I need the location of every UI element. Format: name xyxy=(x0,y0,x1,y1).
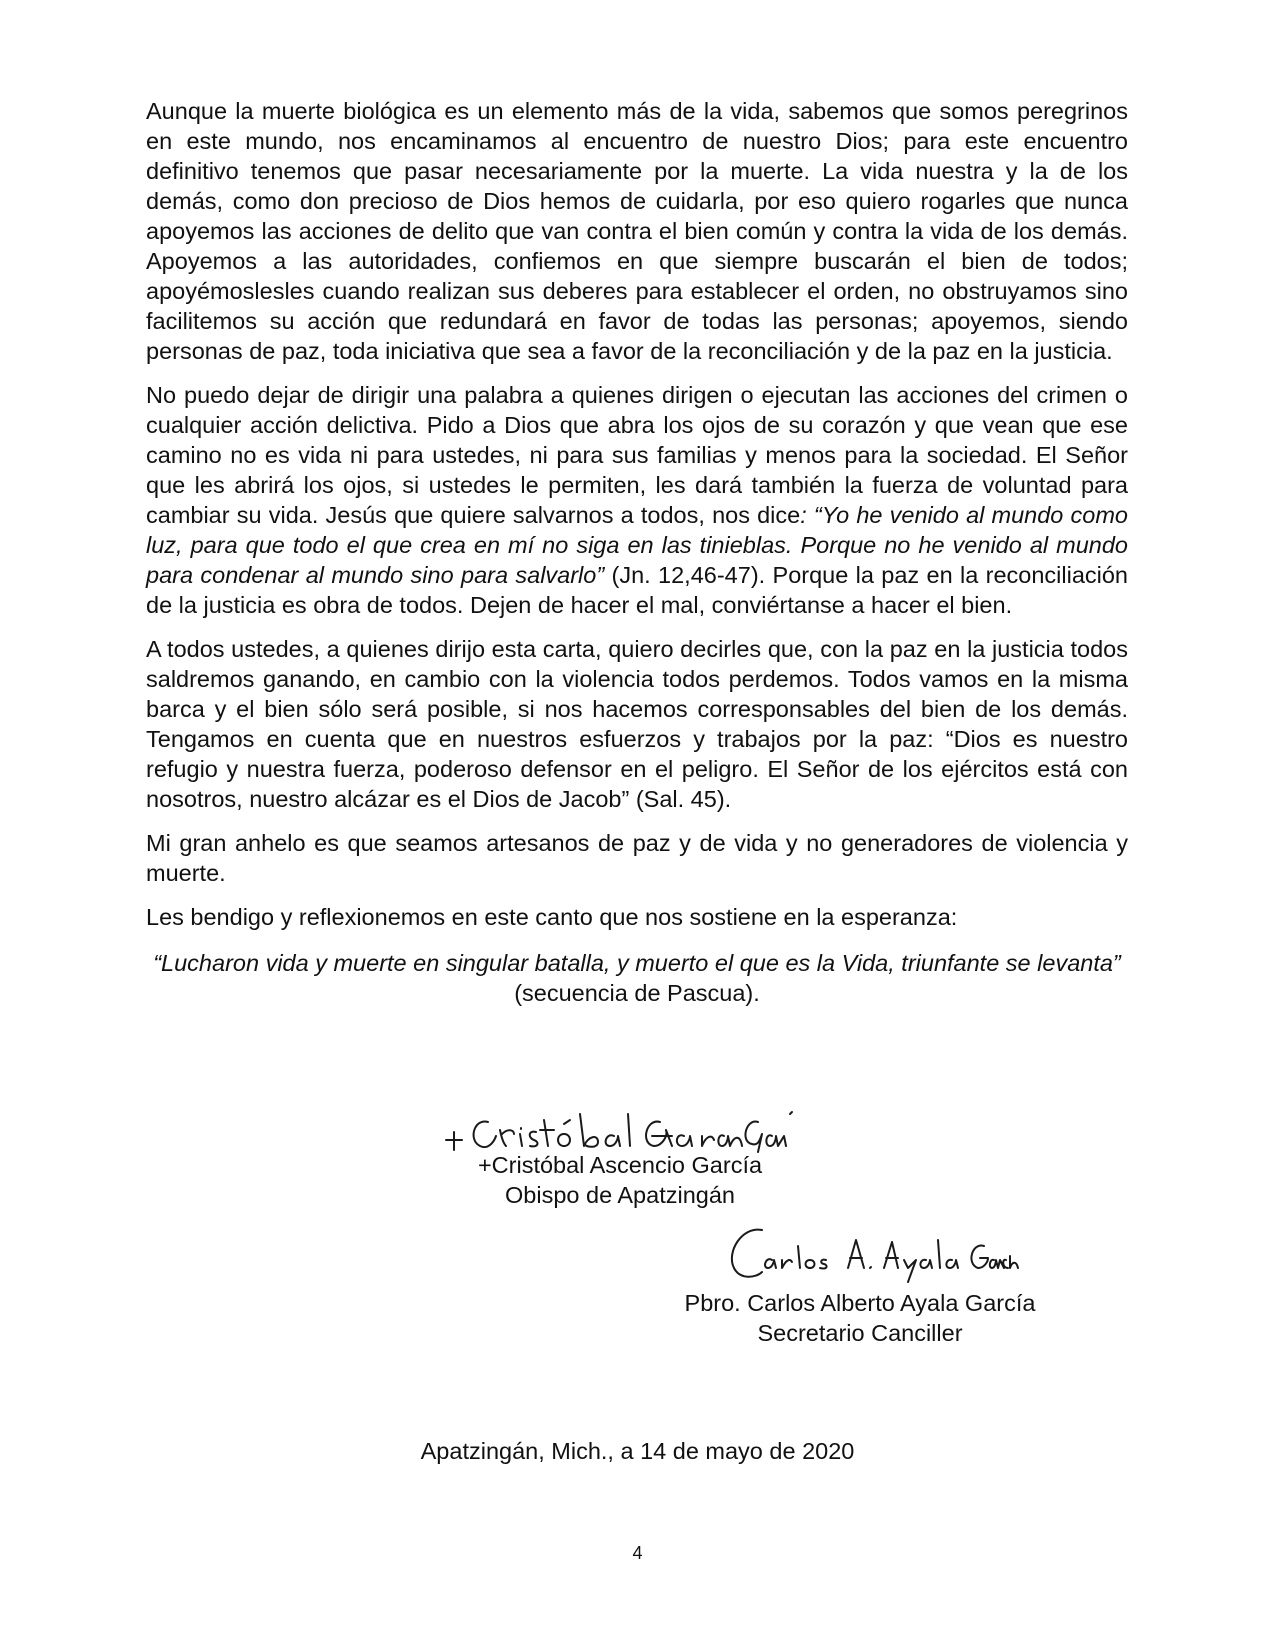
paragraph-2-end: (Jn. 12,46-47). Porque la paz en la reconciliación de la justicia es obra de todos. Dejen de hacer el mal, conviértanse a hacer el bien. xyxy=(146,562,1128,618)
bishop-signature-block xyxy=(420,1150,820,1210)
secretary-signature-block xyxy=(660,1288,1060,1348)
date-line: Apatzingán, Mich., a 14 de mayo de 2020 xyxy=(420,1438,855,1464)
paragraph-2 xyxy=(146,380,1128,620)
paragraph-3: A todos ustedes, a quienes dirijo esta carta, quiero decirles que, con la paz en la justicia todos saldremos ganando, en cambio con la violencia todos perdemos. Todos vamos en la misma barca y el bien sólo será posible, si nos hacemos corresponsables del bien de los demás. Tengamos en cuenta que en nuestros esfuerzos y trabajos por la paz: “Dios es nuestro refugio y nuestra fuerza, poderoso defensor en el peligro. El Señor de los ejércitos está con nosotros, nuestro alcázar es el Dios de Jacob” (Sal. 45). xyxy=(146,636,1128,812)
secretary-signature xyxy=(722,1222,1022,1288)
secretary-title: Secretario Canciller xyxy=(757,1320,963,1346)
bishop-name: +Cristóbal Ascencio García xyxy=(477,1152,763,1178)
letter-body xyxy=(146,96,1128,1008)
bishop-title: Obispo de Apatzingán xyxy=(505,1182,735,1208)
paragraph-2-start: No puedo dejar de dirigir una palabra a quienes dirigen o ejecutan las acciones del crimen o cualquier acción delictiva. Pido a Dios que abra los ojos de su corazón y que vean que ese camino no es vida ni para ustedes, ni para sus familias y menos para la sociedad. El Señor que les abrirá los ojos, si ustedes le permiten, les dará también la fuerza de voluntad para cambiar su vida. Jesús que quiere salvarnos a todos, nos dice xyxy=(146,382,1128,528)
paragraph-4: Mi gran anhelo es que seamos artesanos de paz y de vida y no generadores de violencia y muerte. xyxy=(146,830,1128,886)
page-number: 4 xyxy=(632,1543,643,1563)
closing-quote-text: “Lucharon vida y muerte en singular batalla, y muerto el que es la Vida, triunfante se levanta” xyxy=(153,950,1121,976)
paragraph-1: Aunque la muerte biológica es un elemento más de la vida, sabemos que somos peregrinos en este mundo, nos encaminamos al encuentro de nuestro Dios; para este encuentro definitivo tenemos que pasar necesariamente por la muerte. La vida nuestra y la de los demás, como don precioso de Dios hemos de cuidarla, por eso quiero rogarles que nunca apoyemos las acciones de delito que van contra el bien común y contra la vida de los demás. Apoyemos a las autoridades, confiemos en que siempre buscarán el bien de todos; apoyémoslesles cuando realizan sus deberes para establecer el orden, no obstruyamos sino facilitemos su acción que redundará en favor de todas las personas; apoyemos, siendo personas de paz, toda iniciativa que sea a favor de la reconciliación y de la paz en la justicia. xyxy=(146,98,1128,364)
closing-quote-source: (secuencia de Pascua). xyxy=(514,980,760,1006)
secretary-name: Pbro. Carlos Alberto Ayala García xyxy=(684,1290,1036,1316)
paragraph-2-quote: : “Yo he venido al mundo como luz, para que todo el que crea en mí no siga en las tinieblas. Porque no he venido al mundo para condenar al mundo sino para salvarlo” xyxy=(146,502,1128,588)
closing-quote xyxy=(146,948,1128,1008)
paragraph-5: Les bendigo y reflexionemos en este canto que nos sostiene en la esperanza: xyxy=(146,904,958,930)
